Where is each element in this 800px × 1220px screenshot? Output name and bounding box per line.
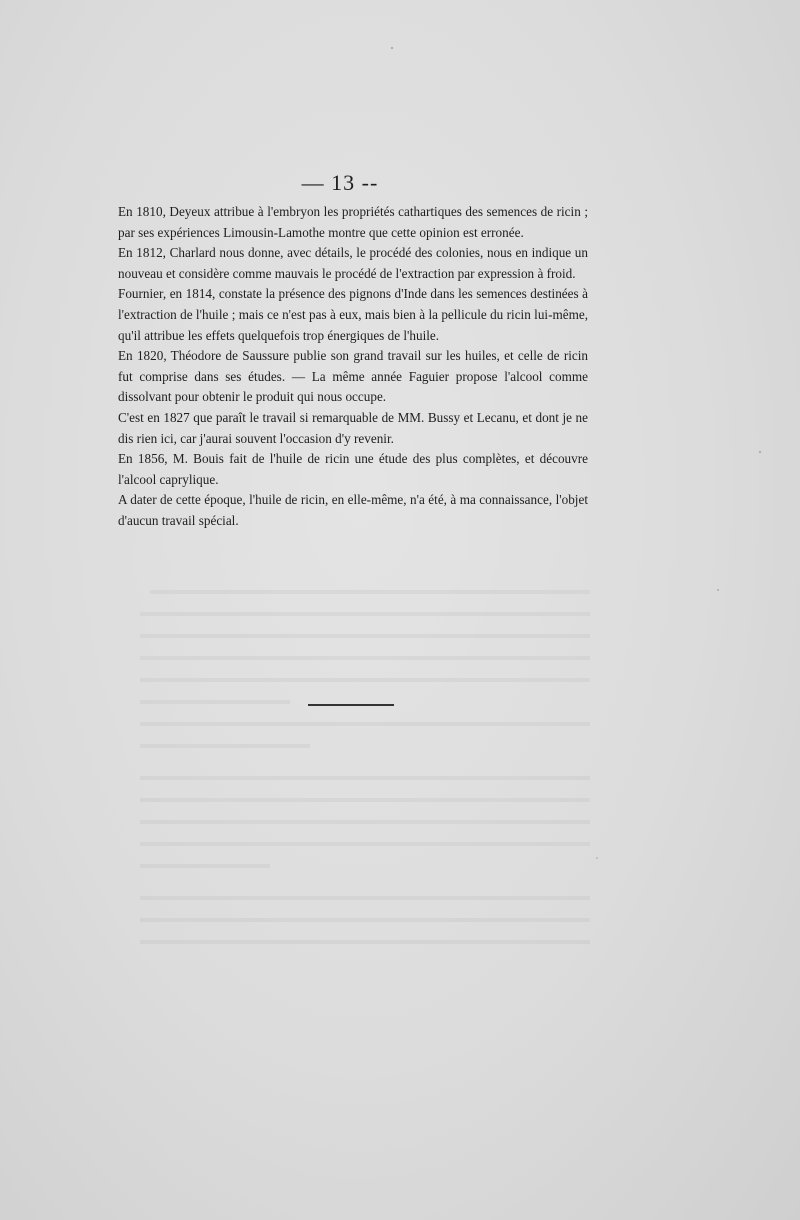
separator-rule: [308, 704, 394, 706]
paragraph-1: En 1810, Deyeux attribue à l'embryon les propriétés cathartiques des semences de ricin ; par ses expériences Limousin-Lamothe montre que cette opinion est erronée.: [118, 204, 588, 240]
body-text: [118, 202, 588, 532]
paragraph-4: En 1820, Théodore de Saussure publie son grand travail sur les huiles, et celle de ricin fut comprise dans ses études. — La même année Faguier propose l'alcool comme dissolvant pour obtenir le produit qui nous occupe.: [118, 348, 588, 405]
paragraph-5: C'est en 1827 que paraît le travail si remarquable de MM. Bussy et Lecanu, et dont je ne dis rien ici, car j'aurai souvent l'occasion d'y revenir.: [118, 409, 588, 446]
paragraph-2: En 1812, Charlard nous donne, avec détails, le procédé des colonies, nous en indique un nouveau et considère comme mauvais le procédé de l'extraction par expression à froid.: [118, 245, 588, 281]
paragraph-3: Fournier, en 1814, constate la présence des pignons d'Inde dans les semences destinées à l'extraction de l'huile ; mais ce n'est pas à eux, mais bien à la pellicule du ricin lui-même, qu'il attribue les effets quelquefois trop énergiques de l'huile.: [118, 286, 588, 343]
paragraph-7: A dater de cette époque, l'huile de ricin, en elle-même, n'a été, à ma connaissance, l'objet d'aucun travail spécial.: [118, 492, 588, 528]
paragraph-6: En 1856, M. Bouis fait de l'huile de ricin une étude des plus complètes, et découvre l'alcool caprylique.: [118, 451, 588, 487]
page-number: — 13 --: [301, 170, 379, 195]
